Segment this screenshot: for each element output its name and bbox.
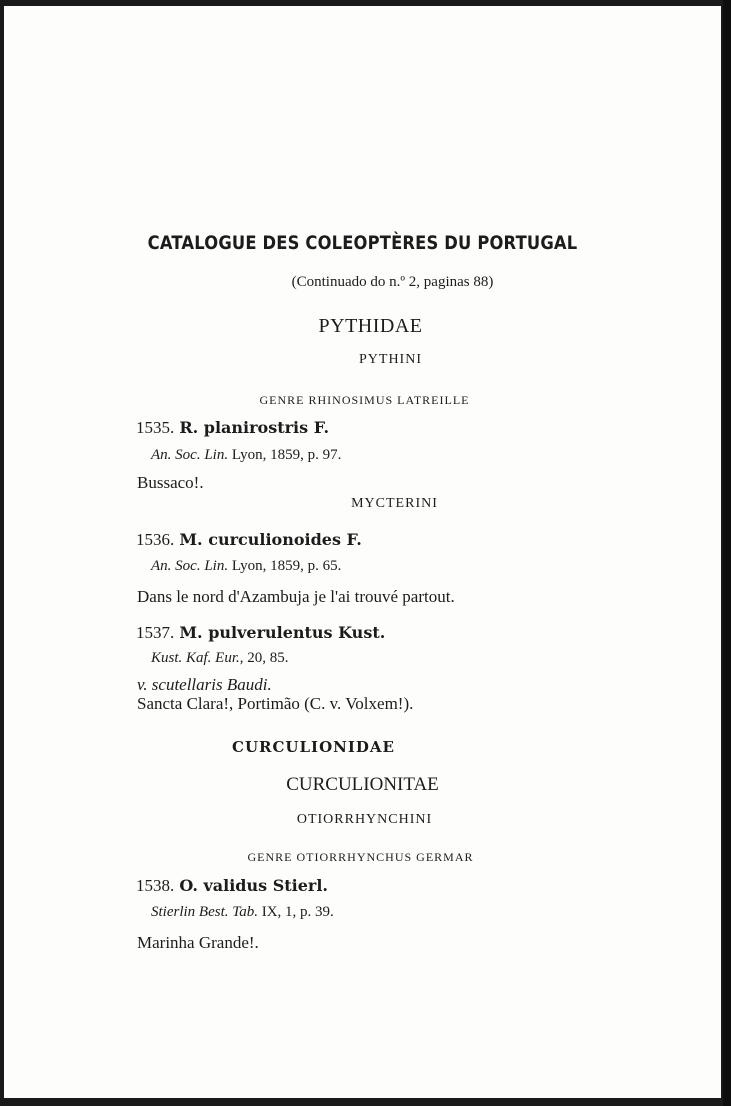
entry-number: 1538. [136,876,175,895]
reference-source: An. Soc. Lin. [151,558,229,574]
entry-1538 [136,876,328,896]
reference-detail: Lyon, 1859, p. 97. [228,447,342,463]
entry-1536 [136,530,362,550]
locality-1535: Bussaco!. [137,473,204,492]
entry-1535 [136,418,329,438]
species-name: M. curculionoides F. [179,530,362,549]
subfamily-heading-curculionitae: CURCULIONITAE [286,774,439,795]
entry-number: 1537. [136,623,175,642]
locality-1537: Sancta Clara!, Portimão (C. v. Volxem!). [137,694,414,713]
entry-number: 1536. [136,530,175,549]
tribe-heading-pythini: PYTHINI [359,352,422,367]
species-name: R. planirostris F. [179,418,330,437]
tribe-heading-otiorrhynchini: OTIORRHYNCHINI [296,812,433,827]
reference-detail: , 20, 85. [239,650,289,666]
reference-source: Stierlin Best. Tab. [151,904,258,920]
page-subtitle: (Continuado do n.º 2, paginas 88) [291,274,494,290]
entry-number: 1535. [136,418,175,437]
reference-detail: Lyon, 1859, p. 65. [228,558,342,574]
tribe-heading-mycterini: MYCTERINI [351,496,438,511]
species-name: O. validus Stierl. [179,876,328,895]
locality-1536: Dans le nord d'Azambuja je l'ai trouvé partout. [137,587,455,606]
family-heading-pythidae: PYTHIDAE [318,315,423,337]
reference-1538 [151,904,334,921]
reference-1535 [151,447,341,464]
genre-heading-rhinosimus: GENRE RHINOSIMUS LATREILLE [259,393,470,407]
reference-source: An. Soc. Lin. [151,447,229,463]
reference-1536 [151,558,341,575]
reference-1537 [151,650,289,667]
page-title: CATALOGUE DES COLEOPTÈRES DU PORTUGAL [147,232,578,254]
reference-detail: IX, 1, p. 39. [257,904,334,920]
entry-1537 [136,623,385,643]
scan-edge [723,0,731,1106]
genre-heading-otiorrhynchus: GENRE OTIORRHYNCHUS GERMAR [247,850,474,864]
species-name: M. pulverulentus Kust. [179,623,386,642]
family-heading-curculionidae: CURCULIONIDAE [232,738,395,756]
locality-1538: Marinha Grande!. [137,933,259,952]
variety-1537: v. scutellaris Baudi. [137,675,272,694]
document-page [4,6,721,1098]
reference-source: Kust. Kaf. Eur. [151,650,240,666]
